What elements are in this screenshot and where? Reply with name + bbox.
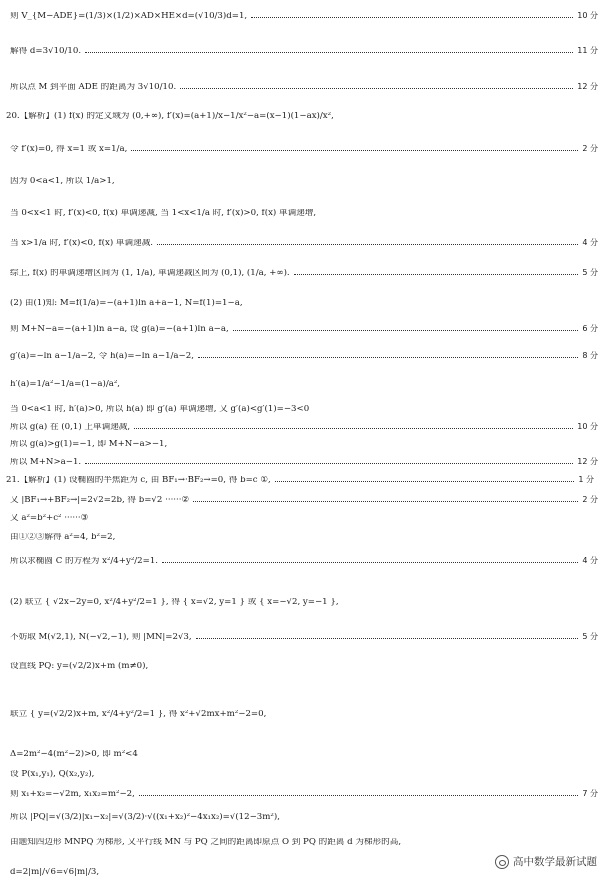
line-text: (2) 联立 { √2x−2y=0, x²/4+y²/2=1 }, 得 { x=√2, y=1 } 或 { x=−√2, y=−1 }, — [10, 598, 339, 607]
line-score: 4 分 — [582, 238, 598, 248]
line-text: 因为 0<a<1, 所以 1/a>1, — [10, 177, 115, 186]
line-23 — [10, 598, 598, 607]
line-4 — [6, 112, 594, 121]
line-17 — [10, 458, 598, 467]
line-text: 当 x>1/a 时, f′(x)<0, f(x) 单调递减. — [10, 239, 154, 248]
watermark-text: 高中数学最新试题 — [513, 856, 597, 868]
line-13 — [10, 380, 598, 389]
line-text: 所以 g(a)>g(1)=−1, 即 M+N−a>−1, — [10, 440, 168, 449]
line-text: 所以 g(a) 在 (0,1) 上单调递减, — [10, 423, 131, 432]
line-9 — [10, 269, 598, 278]
line-22 — [10, 557, 598, 566]
line-text: h′(a)=1/a²−1/a=(1−a)/a², — [10, 380, 121, 389]
line-16 — [10, 440, 598, 449]
line-score: 5 分 — [582, 632, 598, 642]
line-18 — [6, 476, 594, 485]
line-2 — [10, 47, 598, 56]
line-text: 所以求椭圆 C 的方程为 x²/4+y²/2=1. — [10, 557, 159, 566]
line-score: 12 分 — [577, 82, 598, 92]
line-19 — [10, 496, 598, 505]
line-text: 所以点 M 到平面 ADE 的距离为 3√10/10. — [10, 83, 177, 92]
line-27 — [10, 750, 598, 759]
line-7 — [10, 209, 598, 218]
line-text: 当 0<x<1 时, f′(x)<0, f(x) 单调递减, 当 1<x<1/a 时, f′(x)>0, f(x) 单调递增, — [10, 209, 317, 218]
line-text: 由题知四边形 MNPQ 为梯形, 又平行线 MN 与 PQ 之间的距离即原点 O 到 PQ 的距离 d 为梯形的高, — [10, 838, 402, 847]
line-text: 则 x₁+x₂=−√2m, x₁x₂=m²−2, — [10, 790, 135, 799]
line-1 — [10, 12, 598, 21]
line-score: 7 分 — [582, 789, 598, 799]
line-text: 令 f′(x)=0, 得 x=1 或 x=1/a, — [10, 145, 128, 154]
line-15 — [10, 423, 598, 432]
line-text: 当 0<a<1 时, h′(a)>0, 所以 h(a) 即 g′(a) 单调递增, 又 g′(a)<g′(1)=−3<0 — [10, 405, 310, 414]
line-text: 联立 { y=(√2/2)x+m, x²/4+y²/2=1 }, 得 x²+√2mx+m²−2=0, — [10, 710, 267, 719]
line-text: 20.【解析】(1) f(x) 的定义域为 (0,+∞), f′(x)=(a+1)/x−1/x²−a=(x−1)(1−ax)/x², — [6, 112, 334, 121]
line-14 — [10, 405, 598, 414]
line-3 — [10, 83, 598, 92]
line-text: 则 M+N−a=−(a+1)ln a−a, 设 g(a)=−(a+1)ln a−a, — [10, 325, 229, 334]
line-score: 10 分 — [577, 422, 598, 432]
line-score: 11 分 — [577, 46, 598, 56]
line-text: 所以 M+N>a−1. — [10, 458, 82, 467]
line-text: 不妨取 M(√2,1), N(−√2,−1), 则 |MN|=2√3, — [10, 633, 192, 642]
line-11 — [10, 325, 598, 334]
line-12 — [10, 352, 598, 361]
line-text: 解得 d=3√10/10. — [10, 47, 82, 56]
line-score: 8 分 — [582, 351, 598, 361]
line-score: 2 分 — [582, 144, 598, 154]
line-text: 综上, f(x) 的单调递增区间为 (1, 1/a), 单调递减区间为 (0,1), (1/a, +∞). — [10, 269, 290, 278]
line-score: 10 分 — [577, 11, 598, 21]
line-30 — [10, 813, 598, 822]
line-5 — [10, 145, 598, 154]
line-score: 2 分 — [582, 495, 598, 505]
line-25 — [10, 662, 598, 671]
line-text: g′(a)=−ln a−1/a−2, 令 h(a)=−ln a−1/a−2, — [10, 352, 194, 361]
line-10 — [10, 299, 598, 308]
line-29 — [10, 790, 598, 799]
line-text: 又 |BF₁→+BF₂→|=2√2=2b, 得 b=√2 ······② — [10, 496, 190, 505]
line-20 — [10, 514, 598, 523]
line-score: 4 分 — [582, 556, 598, 566]
line-score: 5 分 — [582, 268, 598, 278]
line-score: 1 分 — [578, 475, 594, 485]
line-24 — [10, 633, 598, 642]
line-text: 所以 |PQ|=√(3/2)|x₁−x₂|=√(3/2)·√((x₁+x₂)²−4x₁x₂)=√(12−3m²), — [10, 813, 280, 822]
line-text: (2) 由(1)知: M=f(1/a)=−(a+1)ln a+a−1, N=f(1)=1−a, — [10, 299, 243, 308]
line-text: d=2|m|/√6=√6|m|/3, — [10, 868, 100, 877]
line-text: 由①②③解得 a²=4, b²=2, — [10, 533, 116, 542]
line-28 — [10, 770, 598, 779]
line-6 — [10, 177, 598, 186]
line-text: 则 V_{M−ADE}=(1/3)×(1/2)×AD×HE×d=(√10/3)d=1, — [10, 12, 248, 21]
line-21 — [10, 533, 598, 542]
line-score: 6 分 — [582, 324, 598, 334]
line-text: 又 a²=b²+c² ······③ — [10, 514, 89, 523]
line-32 — [10, 868, 598, 877]
watermark — [495, 854, 597, 869]
wechat-icon — [495, 855, 509, 869]
line-text: 设直线 PQ: y=(√2/2)x+m (m≠0), — [10, 662, 149, 671]
line-text: 21.【解析】(1) 设椭圆的半焦距为 c, 由 BF₁→·BF₂→=0, 得 b=c ①, — [6, 476, 271, 485]
line-score: 12 分 — [577, 457, 598, 467]
line-text: Δ=2m²−4(m²−2)>0, 即 m²<4 — [10, 750, 138, 759]
line-text: 设 P(x₁,y₁), Q(x₂,y₂), — [10, 770, 95, 779]
line-26 — [10, 710, 598, 719]
line-31 — [10, 838, 598, 847]
line-8 — [10, 239, 598, 248]
